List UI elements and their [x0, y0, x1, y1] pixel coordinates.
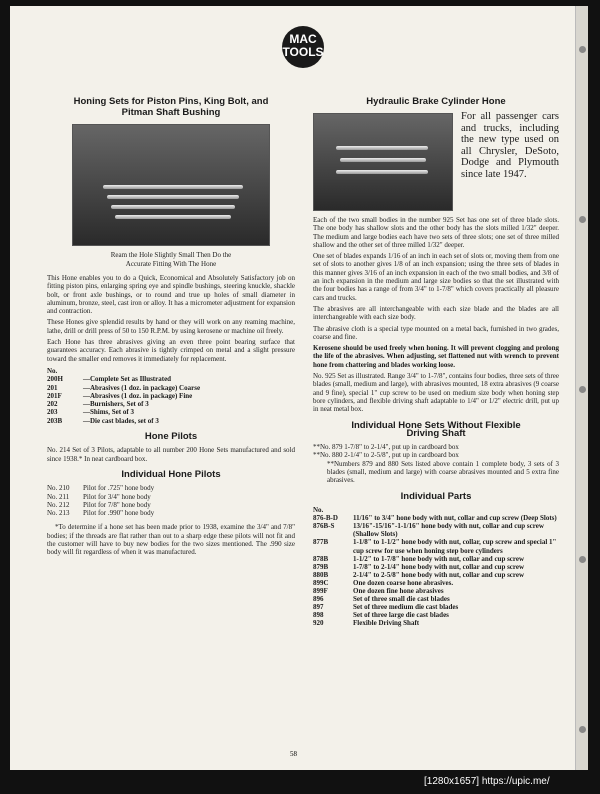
list-item: 200H —Complete Set as Illustrated: [47, 375, 172, 384]
parts-row: [313, 522, 559, 538]
parts-row: [313, 514, 559, 522]
caption-line1: Ream the Hole Slightly Small Then Do the: [110, 251, 232, 259]
list-item: 201F —Abrasives (1 doz. in package) Fine: [47, 391, 193, 400]
binder-strip: [575, 6, 588, 770]
list-item: No. 210 Pilot for .725" hone body: [47, 484, 155, 493]
part-description: Set of three medium die cast blades: [353, 603, 459, 612]
part-description: 13/16"-15/16"-1-1/16" hone body with nut, collar and cup screw (Shallow Slots): [353, 522, 544, 539]
photo-caption: [47, 251, 295, 268]
parts-row: [313, 611, 559, 619]
sets-note: **Numbers 879 and 880 Sets listed above contain 1 complete body, 3 sets of 3 blades (small, medium and large) with coarse abrasives mounted and 5 extra fine abrasives.: [327, 459, 559, 485]
logo-line1: MAC: [289, 32, 317, 46]
list-item: **No. 880 2-1/4" to 2-5/8", put up in cardboard box: [313, 451, 459, 460]
part-number: 897: [313, 603, 324, 612]
abrasives-paragraph: Each Hone has three abrasives giving an even three point bearing surface that guarantees accuracy. Each abrasive is tightly crimped on metal and a slight pressure toward the smaller end removes it immediately for replacement.: [47, 338, 295, 363]
parts-row: [313, 538, 559, 554]
part-description: 1-1/2" to 1-7/8" hone body with nut, collar and cup screw: [353, 554, 525, 563]
title-line2: Pitman Shaft Bushing: [121, 107, 221, 118]
brake-hone-intro-block: [313, 111, 559, 213]
catalog-page: [10, 6, 588, 770]
binder-hole: [579, 216, 586, 223]
part-description: 1-1/8" to 1-1/2" hone body with nut, collar, cup screw and special 1" cup screw for use when honing step bore cylinders: [353, 538, 557, 555]
list-item: **No. 879 1-7/8" to 2-1/4", put up in cardboard box: [313, 443, 459, 452]
parts-row: [313, 579, 559, 587]
list-item: No. 213 Pilot for .990" hone body: [47, 509, 155, 518]
brake-hone-title: Hydraulic Brake Cylinder Hone: [366, 96, 506, 107]
part-description: Flexible Driving Shaft: [353, 619, 420, 628]
part-number: 878B: [313, 554, 329, 563]
part-number: 880B: [313, 570, 329, 579]
page-number: 58: [290, 750, 297, 758]
part-number: 876B-S: [313, 522, 335, 531]
abrasive-cloth-paragraph: The abrasive cloth is a special type mounted on a metal back, furnished in two grades, coarse and fine.: [313, 324, 559, 341]
bodies-paragraph: Each of the two small bodies in the number 925 Set has one set of three blade slots. The one body has shallow slots and the other body has the slots milled 1/32" deeper. The medium and large bodies each have two sets of three slots; one set of three milled shallow and the other set of three milled 1/32" deeper.: [313, 216, 559, 249]
mac-tools-logo: [282, 26, 324, 68]
list-header: No.: [47, 366, 58, 375]
part-description: One dozen coarse hone abrasives.: [353, 578, 454, 587]
binder-hole: [579, 556, 586, 563]
part-number: 899F: [313, 587, 328, 596]
footnote: *To determine if a hone set has been made prior to 1938, examine the 3/4" and 7/8" bodies; if the threads are flat rather than out to a sharp edge these pilots will not fit and the customer will have to buy new bodies for the two sizes mentioned. The .990 size body will fit regardless of when it was manufactured.: [47, 523, 295, 557]
parts-row: [313, 603, 559, 611]
kerosene-paragraph: Kerosene should be used freely when honing. It will prevent clogging and prolong the life of the abrasives. When adjusting, set flattened nut with wrench to prevent hone from chattering and blades working loose.: [313, 344, 559, 369]
part-number: 879B: [313, 562, 329, 571]
parts-row: [313, 587, 559, 595]
part-description: 2-1/4" to 2-5/8" hone body with nut, collar and cup screw: [353, 570, 525, 579]
brake-hone-intro: For all passenger cars and trucks, including the new type used on all Chrysler, DeSoto, Dodge and Plymouth since late 1947.: [461, 111, 559, 180]
usage-paragraph: These Hones give splendid results by hand or they will work on any reaming machine, lathe, drill or drill press of 50 to 150 R.P.M. by using kerosene or machine oil freely.: [47, 318, 295, 335]
part-number: 898: [313, 611, 324, 620]
hone-pilots-title: Hone Pilots: [144, 431, 198, 443]
expansion-paragraph: One set of blades expands 1/16 of an inch in each set of slots or, moving them from one set of slots to another gives 1/8 of an inch expansion; using the three sets of blades in this manner gives 3/16 of an inch expansion in each of the two small bodies, and 3/8 of an inch expansion in the medium and large size bodies so that the set illustrated with the four bodies has a range of from 3/4" to 1-7/8" which covers practically all pleasure cars and trucks.: [313, 252, 559, 302]
brake-hone-photo: [313, 113, 453, 211]
hone-sets-title: [313, 419, 559, 439]
description-paragraph: This Hone enables you to do a Quick, Economical and Absolutely Satisfactory job on fitting piston pins, enlarging spring eye and spindle bushings, steering knuckle, shackle bolt, or front axle bushings, or to round and true up holes of small diameter in aluminum, bronze, steel, cast iron or alloy. It has a micrometer adjustment for expansion and contraction.: [47, 274, 295, 316]
binder-hole: [579, 46, 586, 53]
part-number: 896: [313, 595, 324, 604]
part-number: 876-B-D: [313, 514, 338, 523]
parts-row: [313, 619, 559, 627]
list-item: 203 —Shims, Set of 3: [47, 408, 134, 417]
individual-pilots-title: Individual Hone Pilots: [121, 468, 221, 480]
part-description: Set of three large die cast blades: [353, 611, 449, 620]
binder-hole: [579, 726, 586, 733]
list-item: 202 —Burnishers, Set of 3: [47, 400, 149, 409]
set-925-paragraph: No. 925 Set as illustrated. Range 3/4" to 1-7/8", contains four bodies, three sets of three blades (small, medium and large), with abrasives mounted, 18 extra abrasives (9 coarse and 9 fine), special 1" cup screw to be used on medium size body when honing step bore cylinders, and flexible driving shaft adaptable to 1/4" or 1/2" electric drill, put up in neat metal box.: [313, 372, 559, 414]
honing-set-photo: [72, 124, 270, 246]
part-description: 1-7/8" to 2-1/4" hone body with nut, collar and cup screw: [353, 562, 525, 571]
list-item: No. 212 Pilot for 7/8" hone body: [47, 500, 151, 509]
individual-parts-title: Individual Parts: [400, 490, 472, 502]
parts-table: [313, 514, 559, 627]
parts-row: [313, 571, 559, 579]
left-column: [47, 96, 295, 560]
list-item: No. 211 Pilot for 3/4" hone body: [47, 492, 151, 501]
parts-header: No.: [313, 505, 324, 514]
pilots-list: [47, 484, 295, 517]
title-line1: Individual Hone Sets Without Flexible: [351, 419, 521, 431]
caption-line2: Accurate Fitting With The Hone: [125, 259, 217, 268]
title-line2: Driving Shaft: [406, 427, 466, 439]
part-description: Set of three small die cast blades: [353, 595, 450, 604]
right-column: [313, 96, 559, 628]
logo-line2: TOOLS: [282, 45, 324, 59]
binder-hole: [579, 386, 586, 393]
hone-pilots-text: No. 214 Set of 3 Pilots, adaptable to all number 200 Hone Sets manufactured and sold since 1938.* In neat cardboard box.: [47, 446, 295, 463]
list-item: 203B —Die cast blades, set of 3: [47, 416, 159, 425]
parts-row: [313, 595, 559, 603]
parts-row: [313, 563, 559, 571]
list-item: 201 —Abrasives (1 doz. in package) Coarse: [47, 383, 201, 392]
part-number: 877B: [313, 538, 329, 547]
honing-sets-title: [47, 96, 295, 118]
hone-sets-list: [313, 443, 559, 460]
parts-row: [313, 555, 559, 563]
title-line1: Honing Sets for Piston Pins, King Bolt, and: [73, 96, 269, 107]
part-description: 11/16" to 3/4" hone body with nut, collar and cup screw (Deep Slots): [353, 514, 557, 523]
upload-stamp: [1280x1657] https://upic.me/: [424, 776, 550, 787]
interchangeable-paragraph: The abrasives are all interchangeable with each size blade and the blades are all interchangeable with each size body.: [313, 304, 559, 322]
hone-items-list: [47, 367, 295, 425]
part-number: 920: [313, 619, 324, 628]
part-number: 899C: [313, 578, 329, 587]
part-description: One dozen fine hone abrasives: [353, 587, 444, 596]
